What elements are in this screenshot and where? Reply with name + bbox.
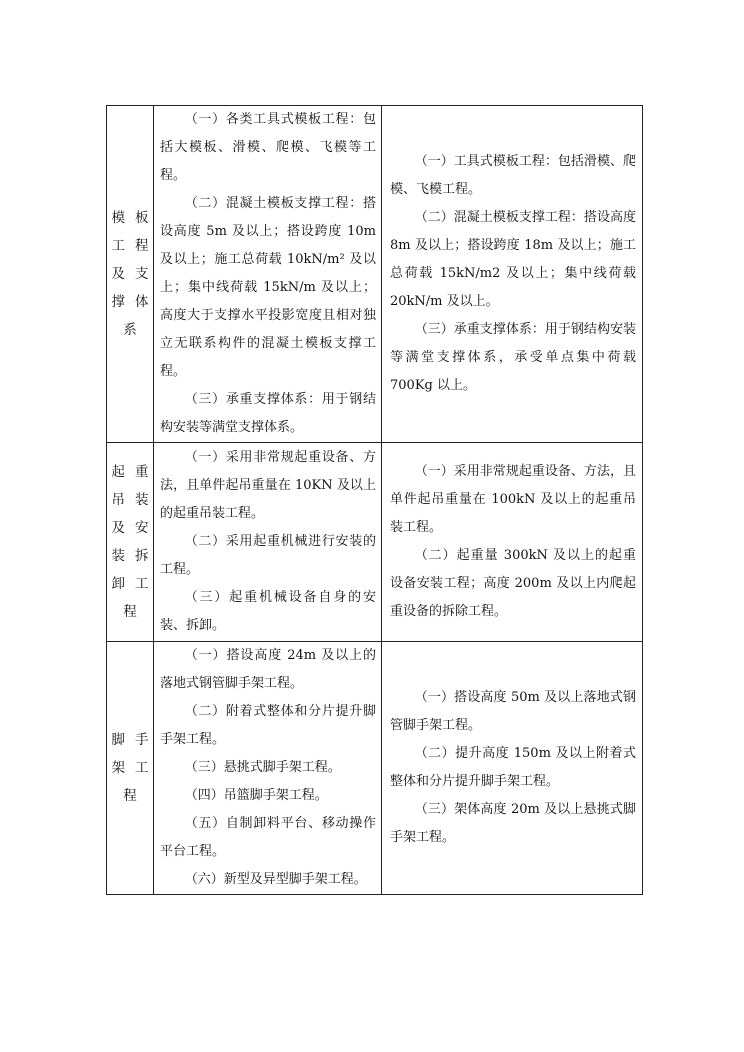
- category-cell: [107, 642, 159, 895]
- large-scope-item: （三）承重支撑体系：用于钢结构安装等满堂支撑体系，承受单点集中荷载 700Kg 以上。: [390, 322, 636, 393]
- table-row: [107, 642, 643, 895]
- category-text: 工程: [111, 238, 159, 254]
- scope-item: （六）新型及异型脚手架工程。: [184, 872, 367, 887]
- category-text: 卸工: [111, 576, 159, 592]
- large-scope-cell: [382, 106, 643, 443]
- large-scope-item: （一）工具式模板工程：包括滑模、爬模、飞模工程。: [390, 154, 636, 197]
- scope-item: （二）混凝土模板支撑工程：搭设高度 5m 及以上；搭设跨度 10m 及以上；施工总荷载 10kN/m² 及以上；集中线荷载 15kN/m 及以上；高度大于支撑水平投影宽度且相对独立无联系构件的混凝土模板支撑工程。: [160, 196, 376, 379]
- table-row: [107, 443, 643, 642]
- category-text: 程: [123, 788, 147, 804]
- scope-cell: [154, 443, 382, 642]
- scope-item: （一）搭设高度 24m 及以上的落地式钢管脚手架工程。: [160, 648, 376, 691]
- category-text: 撑体: [111, 294, 159, 310]
- category-text: 系: [123, 322, 147, 338]
- category-text: 脚手: [111, 732, 159, 748]
- table-row: [107, 106, 643, 443]
- category-text: 模板: [111, 210, 159, 226]
- large-scope-item: （一）采用非常规起重设备、方法，且单件起吊重量在 100kN 及以上的起重吊装工程。: [390, 464, 636, 535]
- scope-cell: [154, 642, 382, 895]
- large-scope-item: （一）搭设高度 50m 及以上落地式钢管脚手架工程。: [390, 690, 636, 733]
- hazard-project-table: [106, 105, 643, 895]
- scope-item: （二）采用起重机械进行安装的工程。: [160, 534, 376, 577]
- large-scope-item: （二）提升高度 150m 及以上附着式整体和分片提升脚手架工程。: [390, 746, 636, 789]
- category-text: 装拆: [111, 548, 159, 564]
- category-text: 程: [123, 604, 147, 620]
- category-text: 架工: [111, 760, 159, 776]
- scope-item: （三）悬挑式脚手架工程。: [184, 760, 341, 775]
- large-scope-item: （二）起重量 300kN 及以上的起重设备安装工程；高度 200m 及以上内爬起重设备的拆除工程。: [390, 548, 636, 619]
- scope-item: （二）附着式整体和分片提升脚手架工程。: [160, 704, 376, 747]
- large-scope-item: （三）架体高度 20m 及以上悬挑式脚手架工程。: [390, 802, 636, 845]
- category-text: 起重: [111, 464, 159, 480]
- category-text: 及安: [111, 520, 159, 536]
- large-scope-cell: [382, 443, 643, 642]
- large-scope-cell: [382, 642, 643, 895]
- large-scope-item: （二）混凝土模板支撑工程：搭设高度 8m 及以上；搭设跨度 18m 及以上；施工总荷载 15kN/m2 及以上；集中线荷载 20kN/m 及以上。: [390, 210, 636, 309]
- category-cell: [107, 106, 159, 443]
- category-text: 吊装: [111, 492, 159, 508]
- category-cell: [107, 443, 159, 642]
- scope-cell: [154, 106, 382, 443]
- scope-item: （四）吊篮脚手架工程。: [184, 788, 328, 803]
- category-text: 及支: [111, 266, 159, 282]
- scope-item: （一）采用非常规起重设备、方法，且单件起吊重量在 10KN 及以上的起重吊装工程。: [160, 450, 376, 521]
- scope-item: （一）各类工具式模板工程：包括大模板、滑模、爬模、飞模等工程。: [160, 112, 376, 183]
- scope-item: （三）承重支撑体系：用于钢结构安装等满堂支撑体系。: [160, 392, 376, 435]
- scope-item: （三）起重机械设备自身的安装、拆卸。: [160, 590, 376, 633]
- scope-item: （五）自制卸料平台、移动操作平台工程。: [160, 816, 376, 859]
